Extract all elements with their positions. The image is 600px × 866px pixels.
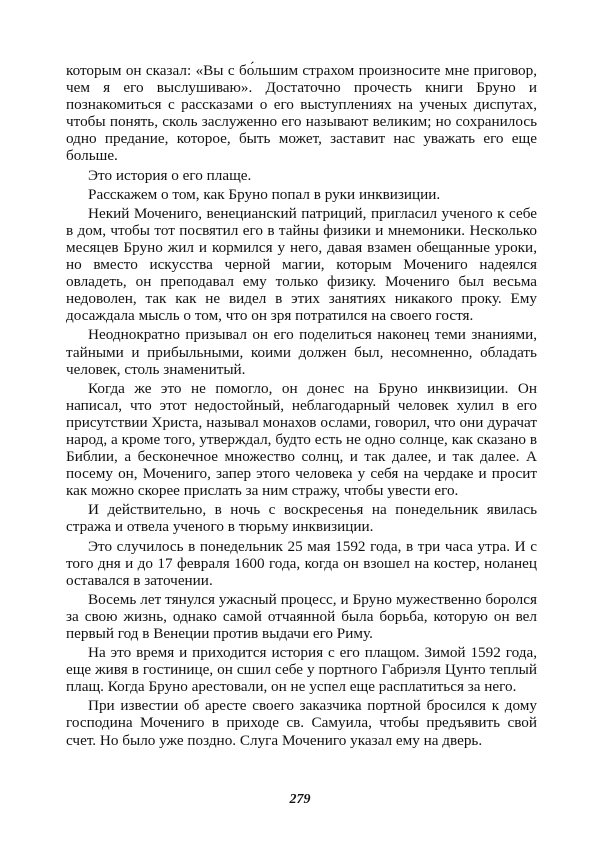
- paragraph: Когда же это не помогло, он донес на Бруно инквизиции. Он написал, что этот недостойный, неблагодарный человек хулил в его присутствии Христа, называл монахов ослами, говорил, что они дурачат народ, а кроме того, утверждал, будто есть не одно солнце, как сказано в Библии, а бесконечное множество солнц, и так далее, и так далее. А посему он, Мочениго, запер этого человека у себя на чердаке и просит как можно скорее прислать за ним стражу, чтобы увести его.: [66, 379, 537, 500]
- paragraph: И действительно, в ночь с воскресенья на понедельник явилась стража и отвела ученого в тюрьму инквизиции.: [66, 501, 537, 536]
- paragraph: которым он сказал: «Вы с бо́льшим страхом произносите мне приговор, чем я его выслушиваю». Достаточно прочесть книги Бруно и познакомиться с рассказами о его выступлениях на ученых диспутах, чтобы понять, сколь заслуженно его называют великим; но сохранилось одно предание, которое, быть может, заставит нас уважать его еще больше.: [66, 62, 537, 165]
- paragraph: Расскажем о том, как Бруно попал в руки инквизиции.: [88, 185, 441, 203]
- paragraph: На это время и приходится история с его плащом. Зимой 1592 года, еще живя в гостинице, он сшил себе у портного Габриэля Цунто теплый плащ. Когда Бруно арестовали, он не успел еще расплатиться за него.: [66, 644, 537, 696]
- paragraph: Это история о его плаще.: [88, 166, 252, 184]
- body-text: [66, 62, 537, 751]
- paragraph: Неоднократно призывал он его поделиться наконец теми знаниями, тайными и прибыльными, коими должен был, несомненно, обладать человек, столь знаменитый.: [66, 326, 537, 378]
- paragraph: Восемь лет тянулся ужасный процесс, и Бруно мужественно боролся за свою жизнь, однако самой отчаянной была борьба, которую он вел первый год в Венеции против выдачи его Риму.: [66, 590, 537, 642]
- page-number: 279: [289, 792, 311, 807]
- paragraph: При известии об аресте своего заказчика портной бросился к дому господина Мочениго в приходе св. Самуила, чтобы предъявить свой счет. Но было уже поздно. Слуга Мочениго указал ему на дверь.: [66, 697, 537, 749]
- paragraph: Это случилось в понедельник 25 мая 1592 года, в три часа утра. И с того дня и до 17 февраля 1600 года, когда он взошел на костер, ноланец оставался в заточении.: [66, 537, 537, 589]
- paragraph: Некий Мочениго, венецианский патриций, пригласил ученого к себе в дом, чтобы тот посвятил его в тайны физики и мнемоники. Несколько месяцев Бруно жил и кормился у него, давая взамен обещанные уроки, но вместо искусства черной магии, которым Мочениго надеялся овладеть, он преподавал ему только физику. Мочениго был весьма недоволен, так как не видел в этих занятиях никакого проку. Ему досаждала мысль о том, что он зря потратился на своего гостя.: [66, 204, 537, 325]
